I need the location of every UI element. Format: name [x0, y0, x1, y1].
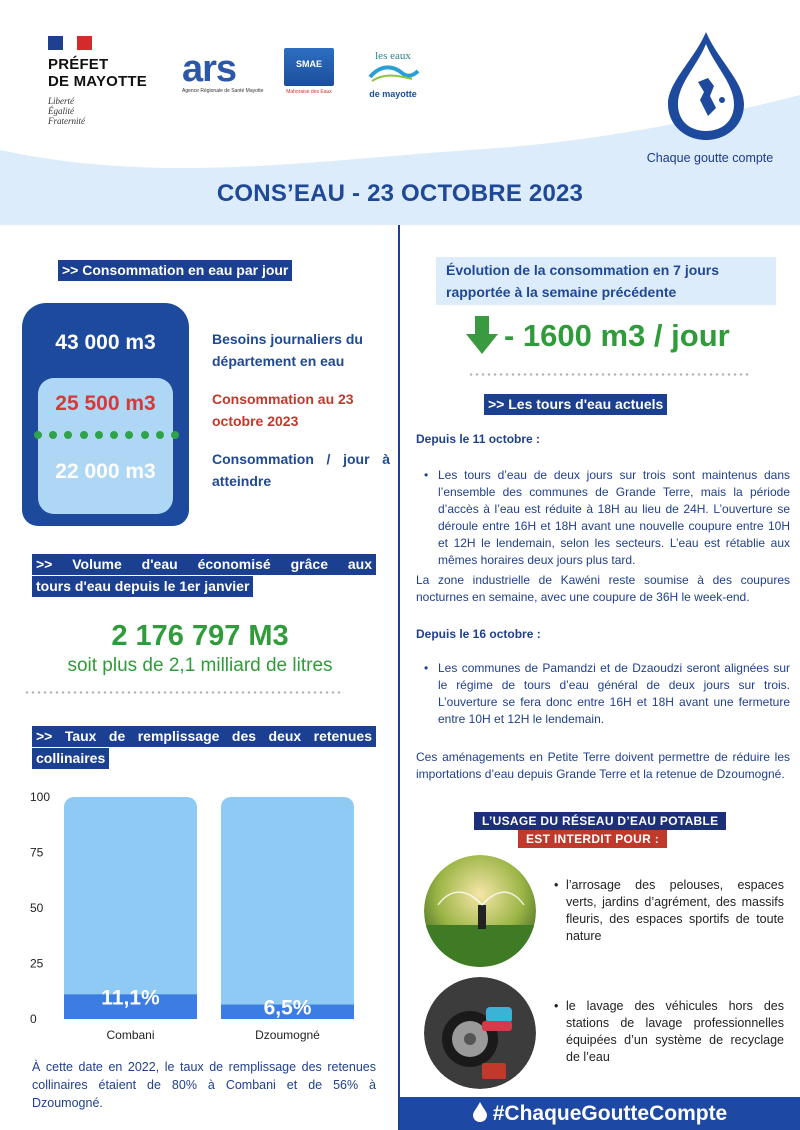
- volume-tag-line-1: >> Volume d'eau économisé grâce aux: [32, 554, 376, 575]
- usage-banner: L’USAGE DU RÉSEAU D’EAU POTABLE: [474, 812, 726, 830]
- since-16-october: Depuis le 16 octobre :: [416, 627, 541, 641]
- arrow-down-icon: [466, 316, 498, 354]
- zone-kaweni-text: La zone industrielle de Kawéni reste soumise à des coupures nocturnes en semaine, avec une coupure de 36H le week-end.: [416, 573, 790, 604]
- gauge-objectif-value: 22 000 m3: [55, 460, 156, 483]
- volume-value: 2 176 797 M3: [111, 620, 289, 652]
- consumption-gauge: [22, 303, 189, 526]
- sprinkler-photo: [424, 855, 536, 967]
- water-drop-icon: [664, 30, 748, 142]
- amenagements-text: Ces aménagements en Petite Terre doivent permettre de réduire les importations d’eau depuis Grande Terre et la retenue de Dzoumogné.: [416, 750, 790, 781]
- smae-wordmark: SMAE: [284, 48, 334, 86]
- marianne-flag-icon: [48, 36, 92, 50]
- eaux-logo-bottom: de mayotte: [369, 89, 417, 99]
- taux-tag-line-1: >> Taux de remplissage des deux retenues: [32, 726, 376, 747]
- prefet-logo: [48, 36, 147, 126]
- tours-tag: >> Les tours d'eau actuels: [484, 394, 667, 415]
- smae-logo: [284, 48, 334, 95]
- hashtag-text: #ChaqueGoutteCompte: [492, 1102, 728, 1125]
- page-title: CONS’EAU - 23 OCTOBRE 2023: [216, 180, 584, 207]
- evolution-value: - 1600 m3 / jour: [504, 318, 730, 353]
- bar-capacity: [221, 797, 354, 1019]
- bar-data-label: 11,1%: [101, 986, 160, 1010]
- volume-tag-line-2: tours d'eau depuis le 1er janvier: [32, 576, 253, 597]
- bullet-16-october: • Les communes de Pamandzi et de Dzaoudzi seront alignées sur le régime de tours d’eau général de deux jours sur trois. L’ouverture se fera donc entre 16H et 18H avant une fermeture entre 10H et 12H le lendemain.: [438, 660, 790, 728]
- bullet-11-october: • Les tours d’eau de deux jours sur trois sont maintenus dans l’ensemble des communes de Grande Terre, mais la période d’accès à l’eau est réduite à 18H au lieu de 24H. L’ouverture se déroule entre 16H et 18H avant une nouvelle coupure entre 10H et 12H le lendemain, selon les secteurs. L’eau est rétablie aux mêmes horaires deux jours plus tard.: [438, 467, 790, 569]
- wave-icon: [362, 63, 424, 83]
- gauge-conso-value: 25 500 m3: [55, 392, 156, 415]
- label-besoins: Besoins journaliers du département en eau: [212, 331, 363, 369]
- car-wash-photo: [424, 977, 536, 1089]
- prefet-name: PRÉFET DE MAYOTTE: [48, 56, 147, 90]
- bar-data-label: 6,5%: [263, 996, 312, 1020]
- reservoir-chart: [22, 783, 382, 1043]
- y-tick-label: 50: [30, 901, 44, 915]
- eaux-de-mayotte-logo: [362, 50, 424, 99]
- y-tick-label: 25: [30, 956, 44, 971]
- dotted-separator-right: [468, 373, 750, 376]
- drop-icon: [473, 1102, 487, 1122]
- column-divider: [398, 225, 400, 1130]
- evolution-box: Évolution de la consommation en 7 jours rapportée à la semaine précédente: [436, 257, 776, 305]
- note-2022: À cette date en 2022, le taux de remplissage des retenues collinaires étaient de 80% à Combani et de 56% à Dzoumogné.: [32, 1060, 376, 1110]
- eaux-logo-top: les eaux: [375, 50, 411, 62]
- x-tick-label: Combani: [106, 1028, 155, 1042]
- since-11-october: Depuis le 11 octobre :: [416, 432, 541, 446]
- ars-wordmark: ars: [182, 48, 237, 90]
- interdit-lavage: • le lavage des véhicules hors des stations de lavage professionnelles équipées d’un système de recyclage de l’eau: [566, 998, 784, 1066]
- y-tick-label: 0: [30, 1012, 37, 1026]
- label-objectif: Consommation / jour à atteindre: [212, 451, 390, 489]
- volume-subtitle: soit plus de 2,1 milliard de litres: [67, 655, 333, 676]
- devise: Liberté Égalité Fraternité: [48, 96, 85, 126]
- interdit-arrosage: • l’arrosage des pelouses, espaces verts, jardins d’agrément, des massifs fleuris, des espaces sportifs de toute nature: [566, 877, 784, 945]
- smae-subtitle: Mahoraise des Eaux: [286, 89, 332, 95]
- taux-tag-line-2: collinaires: [32, 748, 109, 769]
- interdit-banner: EST INTERDIT POUR :: [518, 830, 667, 848]
- gauge-besoins-value: 43 000 m3: [55, 331, 156, 354]
- hashtag-footer: [400, 1097, 800, 1130]
- ars-logo: [182, 48, 264, 94]
- y-tick-label: 100: [30, 790, 51, 804]
- consumption-tag: >> Consommation en eau par jour: [58, 260, 292, 281]
- x-tick-label: Dzoumogné: [255, 1028, 320, 1042]
- gauge-target-line: [34, 431, 179, 439]
- dotted-separator: [24, 691, 344, 694]
- label-conso: Consommation au 23 octobre 2023: [212, 391, 354, 429]
- ars-subtitle: Agence Régionale de Santé Mayotte: [182, 88, 264, 94]
- tagline: Chaque goutte compte: [646, 151, 774, 165]
- y-tick-label: 75: [30, 845, 44, 860]
